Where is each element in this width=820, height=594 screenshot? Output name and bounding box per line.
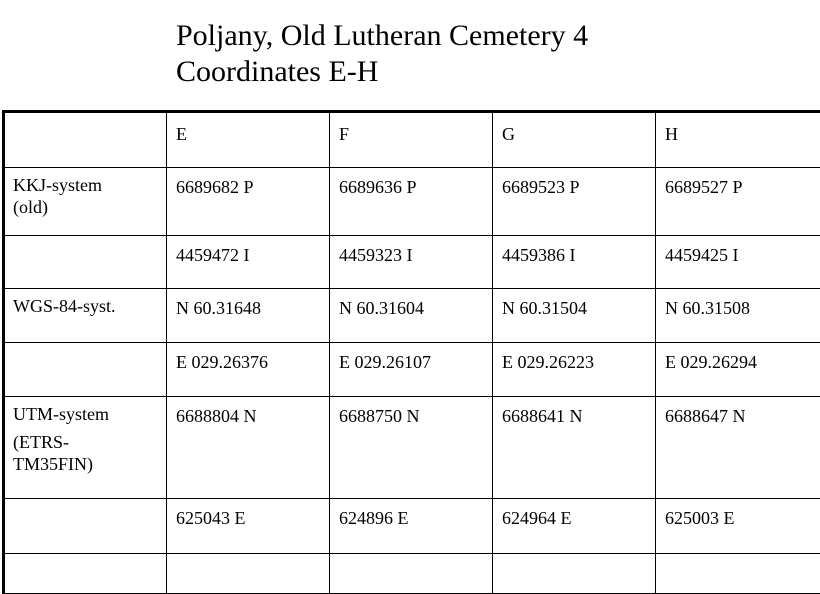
header-cell-e: E bbox=[167, 112, 330, 168]
table-row bbox=[4, 236, 820, 289]
table-row bbox=[4, 289, 820, 343]
header-cell-empty bbox=[4, 112, 167, 168]
value-cell: E 029.26107 bbox=[330, 343, 493, 397]
row-label-kkj bbox=[4, 168, 167, 236]
title-line-2: Coordinates E-H bbox=[176, 54, 588, 90]
header-cell-h: H bbox=[656, 112, 820, 168]
value-cell bbox=[330, 554, 493, 594]
value-cell: 4459386 I bbox=[493, 236, 656, 289]
value-cell bbox=[167, 554, 330, 594]
header-cell-g: G bbox=[493, 112, 656, 168]
table-header-row bbox=[4, 112, 820, 168]
value-cell: N 60.31604 bbox=[330, 289, 493, 343]
value-cell: 4459323 I bbox=[330, 236, 493, 289]
header-cell-f: F bbox=[330, 112, 493, 168]
value-cell: 6689527 P bbox=[656, 168, 820, 236]
row-label-empty bbox=[4, 554, 167, 594]
row-label-line: UTM-system bbox=[13, 403, 166, 425]
table-row bbox=[4, 168, 820, 236]
row-label-line: TM35FIN) bbox=[13, 453, 166, 475]
value-cell: 6688641 N bbox=[493, 397, 656, 499]
value-cell bbox=[656, 554, 820, 594]
value-cell: 6689682 P bbox=[167, 168, 330, 236]
value-cell: 4459425 I bbox=[656, 236, 820, 289]
value-cell: 6688804 N bbox=[167, 397, 330, 499]
value-cell: 6688647 N bbox=[656, 397, 820, 499]
row-label-empty bbox=[4, 499, 167, 554]
row-label-empty bbox=[4, 236, 167, 289]
value-cell: E 029.26376 bbox=[167, 343, 330, 397]
value-cell: N 60.31648 bbox=[167, 289, 330, 343]
value-cell: N 60.31508 bbox=[656, 289, 820, 343]
row-label-line: WGS-84-syst. bbox=[13, 295, 166, 317]
row-label-utm bbox=[4, 397, 167, 499]
row-label-line: (old) bbox=[13, 196, 166, 218]
row-label-line: KKJ-system bbox=[13, 174, 166, 196]
value-cell: 624896 E bbox=[330, 499, 493, 554]
value-cell: 6689636 P bbox=[330, 168, 493, 236]
row-label-wgs84 bbox=[4, 289, 167, 343]
value-cell bbox=[493, 554, 656, 594]
document-title bbox=[176, 18, 588, 90]
value-cell: 625003 E bbox=[656, 499, 820, 554]
value-cell: 6689523 P bbox=[493, 168, 656, 236]
value-cell: 4459472 I bbox=[167, 236, 330, 289]
title-line-1: Poljany, Old Lutheran Cemetery 4 bbox=[176, 18, 588, 54]
table-row bbox=[4, 343, 820, 397]
value-cell: 6688750 N bbox=[330, 397, 493, 499]
coordinates-table bbox=[2, 110, 820, 594]
table-row bbox=[4, 397, 820, 499]
table-row bbox=[4, 554, 820, 594]
value-cell: 624964 E bbox=[493, 499, 656, 554]
value-cell: E 029.26294 bbox=[656, 343, 820, 397]
row-label-empty bbox=[4, 343, 167, 397]
value-cell: E 029.26223 bbox=[493, 343, 656, 397]
value-cell: N 60.31504 bbox=[493, 289, 656, 343]
value-cell: 625043 E bbox=[167, 499, 330, 554]
row-label-line: (ETRS- bbox=[13, 431, 166, 453]
table-row bbox=[4, 499, 820, 554]
